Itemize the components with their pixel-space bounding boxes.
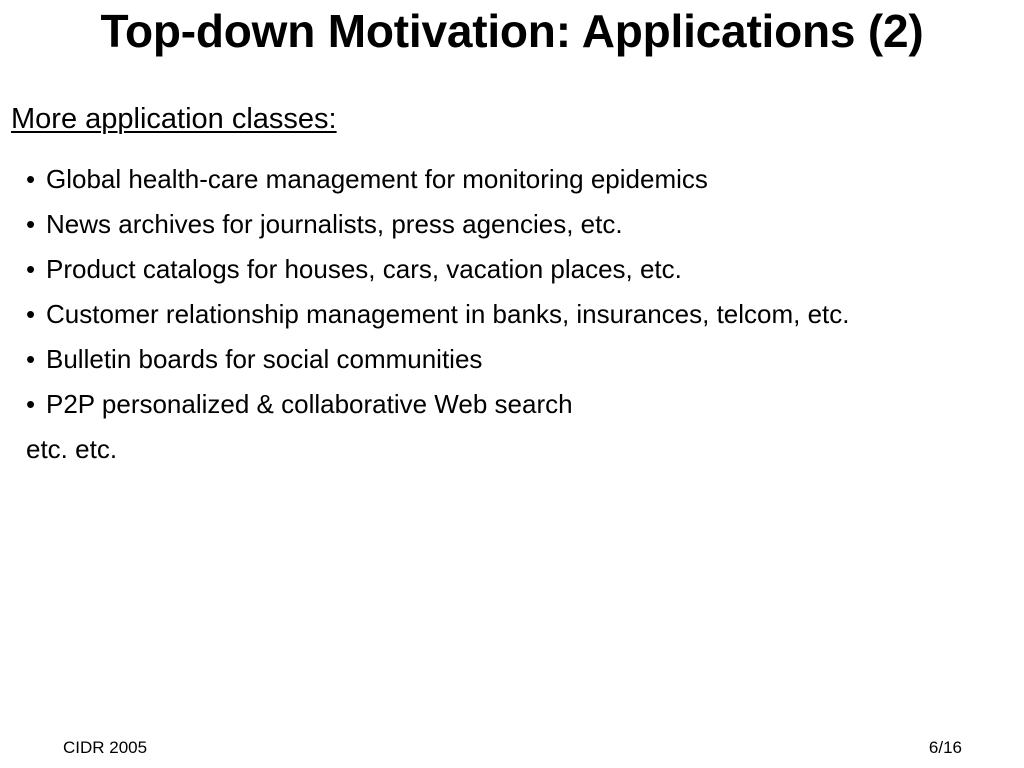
bullet-icon: • <box>26 344 36 374</box>
list-item <box>26 295 850 340</box>
slide-title: Top-down Motivation: Applications (2) <box>100 5 924 57</box>
bullet-icon: • <box>26 254 36 284</box>
closing-text: etc. etc. <box>26 434 118 464</box>
bullet-icon: • <box>26 164 36 194</box>
bullet-icon: • <box>26 299 36 329</box>
list-item <box>26 160 850 205</box>
footer-page-number: 6/16 <box>928 738 962 757</box>
list-item <box>26 385 850 430</box>
list-item-text: News archives for journalists, press agencies, etc. <box>46 209 623 239</box>
list-item-text: Customer relationship management in banks, insurances, telcom, etc. <box>46 299 850 329</box>
list-item-text: Product catalogs for houses, cars, vacation places, etc. <box>46 254 682 284</box>
bullet-icon: • <box>26 209 36 239</box>
list-item-text: P2P personalized & collaborative Web search <box>46 389 573 419</box>
list-item-text: Global health-care management for monitoring epidemics <box>46 164 708 194</box>
slide-subtitle: More application classes: <box>11 103 337 135</box>
bullet-list <box>26 160 850 430</box>
bullet-icon: • <box>26 389 36 419</box>
list-item <box>26 340 850 385</box>
footer-conference: CIDR 2005 <box>63 738 148 757</box>
list-item <box>26 250 850 295</box>
list-item-text: Bulletin boards for social communities <box>46 344 483 374</box>
list-item <box>26 205 850 250</box>
